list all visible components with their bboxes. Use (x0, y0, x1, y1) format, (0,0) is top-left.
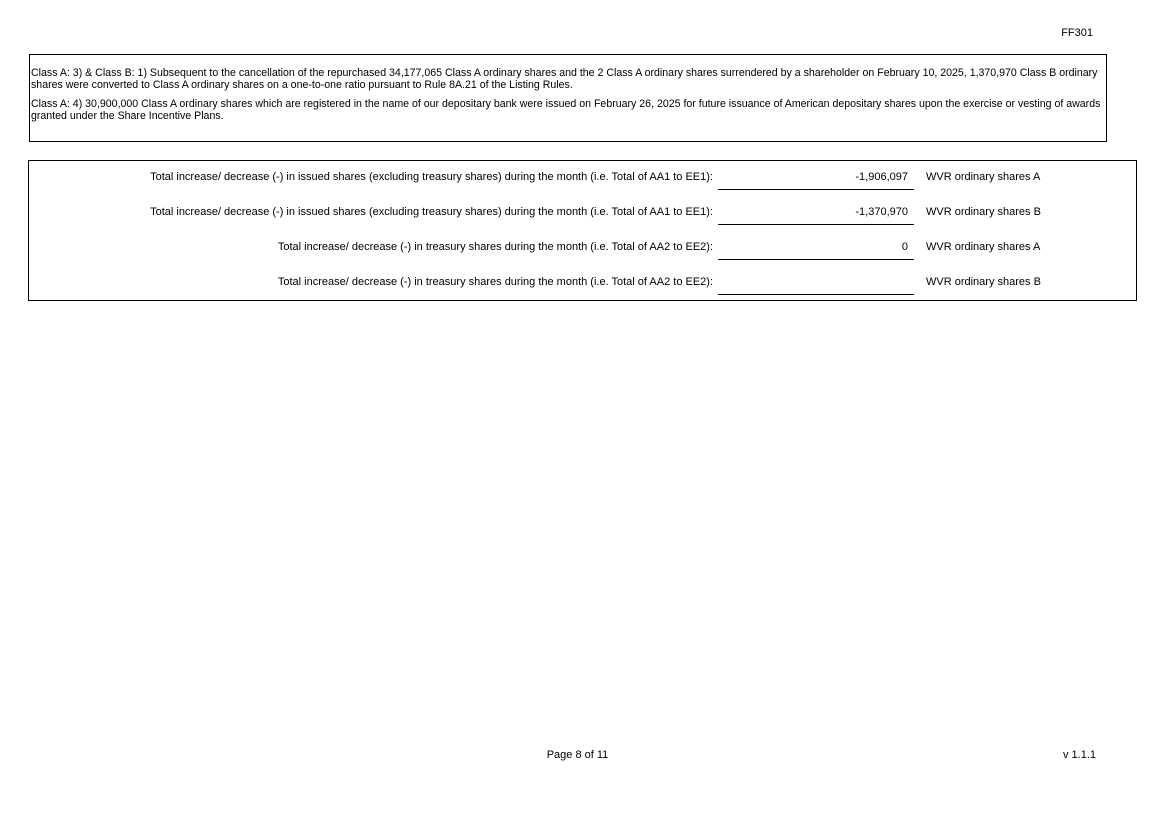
share-class-label: WVR ordinary shares A (926, 241, 1041, 253)
totals-box (28, 160, 1137, 301)
total-value-field: -1,370,970 (718, 206, 914, 225)
total-value-field (718, 276, 914, 295)
share-class-label: WVR ordinary shares B (926, 206, 1041, 218)
note-class-a-3-class-b-1: Class A: 3) & Class B: 1) Subsequent to the cancellation of the repurchased 34,177,065 Class A ordinary shares and the 2 Class A ordinary shares surrendered by a shareholder on February 10, 2025, 1,370,970 Class B ordinary shares were converted to Class A ordinary shares on a one-to-one ratio pursuant to Rule 8A.21 of the Listing Rules. (31, 67, 1098, 91)
total-row-treasury-a (29, 231, 1136, 266)
version-label: v 1.1.1 (1062, 749, 1096, 761)
note-class-a-4: Class A: 4) 30,900,000 Class A ordinary shares which are registered in the name of our depositary bank were issued on February 26, 2025 for future issuance of American depositary shares upon the exercise or vesting of awards granted under the Share Incentive Plans. (31, 98, 1101, 122)
total-label: Total increase/ decrease (-) in treasury shares during the month (i.e. Total of AA2 to EE2): (277, 241, 713, 253)
total-row-issued-a (29, 161, 1136, 196)
share-class-label: WVR ordinary shares A (926, 171, 1041, 183)
total-value-field: 0 (718, 241, 914, 260)
total-label: Total increase/ decrease (-) in treasury shares during the month (i.e. Total of AA2 to EE2): (277, 276, 713, 288)
total-row-treasury-b (29, 266, 1136, 301)
page-number: Page 8 of 11 (546, 749, 609, 761)
share-class-label: WVR ordinary shares B (926, 276, 1041, 288)
form-code: FF301 (1061, 27, 1093, 39)
total-label: Total increase/ decrease (-) in issued shares (excluding treasury shares) during the month (i.e. Total of AA1 to EE1): (150, 206, 713, 218)
total-row-issued-b (29, 196, 1136, 231)
total-label: Total increase/ decrease (-) in issued shares (excluding treasury shares) during the month (i.e. Total of AA1 to EE1): (150, 171, 713, 183)
total-value-field: -1,906,097 (718, 171, 914, 190)
notes-box (29, 54, 1107, 142)
